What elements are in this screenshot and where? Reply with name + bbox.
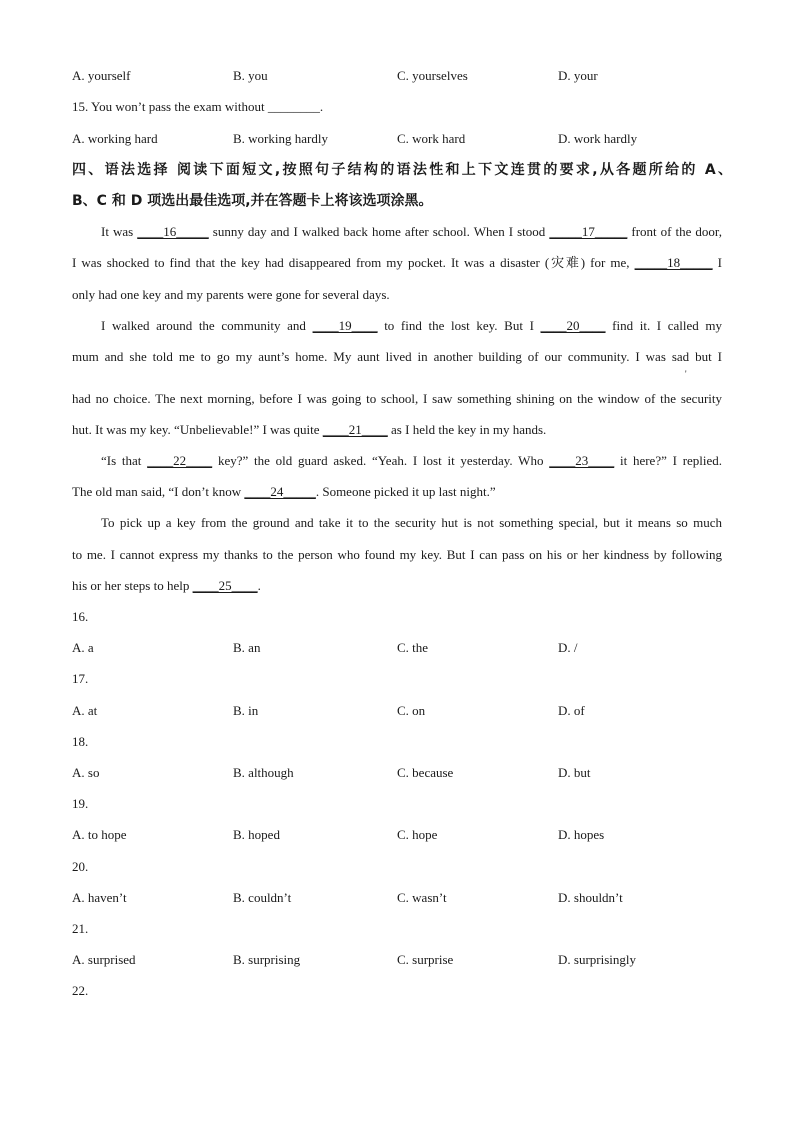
passage-text: find it. I called my [612,318,723,333]
option-d: D. but [558,765,591,780]
passage-line [101,452,722,470]
passage-line [72,390,722,408]
option-d: D. hopes [558,827,605,842]
option-b: B. surprising [233,952,301,967]
stray-mark: ' [685,369,687,379]
passage-text: but I [695,349,723,364]
section-heading-line-1: 四、语法选择 阅读下面短文,按照句子结构的语法性和上下文连贯的要求,从各题所给的 A、 [72,162,732,178]
passage-text: it here?” I replied. [619,453,723,468]
passage-line [72,546,722,564]
blank-16: ____16_____ [137,224,209,239]
blank-17: _____17_____ [549,224,628,239]
option-d: D. shouldn’t [558,890,623,905]
option-c: C. hope [397,827,438,842]
passage-line [101,223,722,241]
passage-line [101,317,722,335]
option-a: A. so [72,765,100,780]
option-c: C. because [397,765,454,780]
passage-text: front of the door, [631,224,722,239]
question-number: 22. [72,983,89,998]
option-c: C. wasn’t [397,890,447,905]
blank-18: _____18_____ [634,255,713,270]
passage-line [72,348,722,366]
blank-21: ____21____ [322,422,388,437]
q15-stem-text: 15. You won’t pass the exam without [72,99,265,114]
option-b: B. hoped [233,827,280,842]
section-heading-line-2: B、C 和 D 项选出最佳选项,并在答题卡上将该选项涂黑。 [72,193,433,209]
option-b: B. although [233,765,294,780]
passage-text: To pick up a key from the ground and take it to the security hut is not something special, but it means so much [101,515,722,530]
passage-text: as I held the key in my hands. [391,422,547,437]
passage-text: sunny day and I walked back home after school. When I stood [212,224,546,239]
question-number: 21. [72,921,89,936]
passage-text: I walked around the community and [101,318,306,333]
q15-blank: ________ [267,99,320,114]
passage-line [72,286,722,304]
passage-text: mum and she told me to go my aunt’s home. My aunt lived in another building of our community. I was sad [72,349,690,364]
passage-text: . [257,578,261,593]
option-a: A. haven’t [72,890,127,905]
passage-line [72,577,722,595]
option-c: C. surprise [397,952,454,967]
q14-option-a: A. yourself [72,68,131,83]
q14-option-b: B. you [233,68,268,83]
blank-23: ____23____ [549,453,615,468]
passage-text: I was shocked to find that the key had disappeared from my pocket. It was a disaster (灾难) for me, [72,255,630,270]
passage-text: “Is that [101,453,142,468]
q15-option-b: B. working hardly [233,131,328,146]
option-b: B. couldn’t [233,890,292,905]
question-number: 17. [72,671,89,686]
option-d: D. / [558,640,578,655]
option-b: B. an [233,640,261,655]
passage-text: . Someone picked it up last night.” [315,484,496,499]
passage-text: to me. I cannot express my thanks to the person who found my key. But I can pass on his or her kindness by following [72,547,722,562]
option-a: A. surprised [72,952,136,967]
q15-option-c: C. work hard [397,131,466,146]
question-number: 19. [72,796,89,811]
option-d: D. of [558,703,585,718]
passage-text: his or her steps to help [72,578,190,593]
option-c: C. on [397,703,426,718]
passage-line [101,514,722,532]
q15-option-a: A. working hard [72,131,158,146]
q15-option-d: D. work hardly [558,131,638,146]
option-a: A. a [72,640,94,655]
passage-line [72,254,722,272]
q14-option-d: D. your [558,68,598,83]
passage-line [72,421,722,439]
blank-19: ____19____ [312,318,378,333]
question-number: 18. [72,734,89,749]
option-c: C. the [397,640,429,655]
option-b: B. in [233,703,259,718]
option-a: A. to hope [72,827,127,842]
blank-25: ____25____ [192,578,258,593]
question-number: 20. [72,859,89,874]
blank-20: ____20____ [540,318,606,333]
passage-text: only had one key and my parents were gone for several days. [72,287,390,302]
q15-stem-end: . [319,99,324,114]
q15-stem [72,98,323,116]
option-d: D. surprisingly [558,952,636,967]
question-number: 16. [72,609,89,624]
passage-text: I [717,255,722,270]
passage-text: had no choice. The next morning, before I was going to school, I saw something shining on the window of the security [72,391,722,406]
blank-22: ____22____ [147,453,213,468]
blank-24: ____24_____ [244,484,316,499]
passage-text: to find the lost key. But I [384,318,534,333]
passage-text: hut. It was my key. “Unbelievable!” I was quite [72,422,320,437]
q14-option-c: C. yourselves [397,68,468,83]
option-a: A. at [72,703,98,718]
passage-line [72,483,722,501]
passage-text: It was [101,224,134,239]
passage-text: key?” the old guard asked. “Yeah. I lost it yesterday. Who [217,453,544,468]
passage-text: The old man said, “I don’t know [72,484,242,499]
